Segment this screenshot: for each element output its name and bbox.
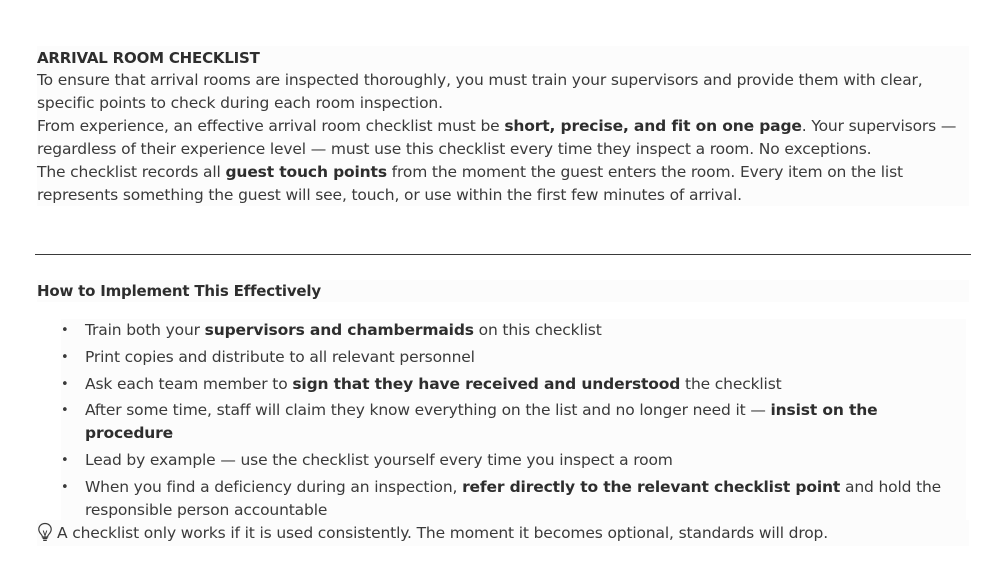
emphasis-text: sign that they have received and understood: [292, 374, 681, 393]
bullet-icon: •: [61, 479, 69, 495]
emphasis-text: supervisors and chambermaids: [204, 321, 474, 339]
howto-heading: How to Implement This Effectively: [37, 280, 969, 302]
section-title: ARRIVAL ROOM CHECKLIST: [37, 49, 260, 67]
implementation-list: [61, 319, 966, 526]
bullet-icon: •: [61, 453, 69, 469]
text-run: the checklist: [680, 374, 782, 393]
bullet-icon: •: [61, 403, 69, 419]
emphasis-text: short, precise, and fit on one page: [504, 117, 802, 135]
tip-text: A checklist only works if it is used consistently. The moment it becomes optional, standards will drop.: [57, 524, 829, 542]
text-run: Train both your: [85, 321, 205, 339]
intro-paragraph-1: To ensure that arrival rooms are inspected thoroughly, you must train your supervisors and provide them with clear, specific points to check during each room inspection.: [37, 71, 923, 112]
emphasis-text: guest touch points: [225, 163, 387, 181]
text-run: Ask each team member to: [85, 374, 293, 393]
text-run: From experience, an effective arrival room checklist must be: [37, 117, 505, 135]
list-item: [61, 449, 966, 472]
bullet-icon: •: [61, 376, 69, 392]
text-run: and hold the responsible person accountable: [85, 477, 942, 519]
list-item: [61, 476, 966, 522]
text-run: . Your supervisors — regardless of their experience level — must use this checklist every time they inspect a room. No exceptions.: [37, 117, 957, 158]
horizontal-divider: [35, 254, 971, 255]
text-run: After some time, staff will claim they know everything on the list and no longer need it —: [85, 401, 771, 420]
intro-paragraph-2: [37, 115, 969, 161]
text-run: When you find a deficiency during an inspection,: [85, 477, 463, 496]
list-item: [61, 346, 966, 369]
intro-paragraph-3: [37, 161, 969, 207]
lightbulb-icon: [37, 524, 57, 542]
intro-section: [37, 46, 969, 206]
text-run: Lead by example — use the checklist yourself every time you inspect a room: [85, 451, 673, 470]
list-item: [61, 319, 966, 342]
tip-note: [37, 520, 969, 546]
text-run: The checklist records all: [37, 163, 226, 181]
emphasis-text: insist on the procedure: [85, 401, 878, 443]
bullet-icon: •: [61, 349, 69, 365]
bullet-icon: •: [61, 323, 69, 338]
list-item: [61, 373, 966, 396]
text-run: from the moment the guest enters the room. Every item on the list represents something the guest will see, touch, or use within the first few minutes of arrival.: [37, 163, 903, 204]
text-run: on this checklist: [473, 321, 602, 339]
list-item: [61, 399, 966, 445]
emphasis-text: refer directly to the relevant checklist point: [462, 477, 841, 496]
text-run: Print copies and distribute to all relevant personnel: [85, 347, 475, 366]
